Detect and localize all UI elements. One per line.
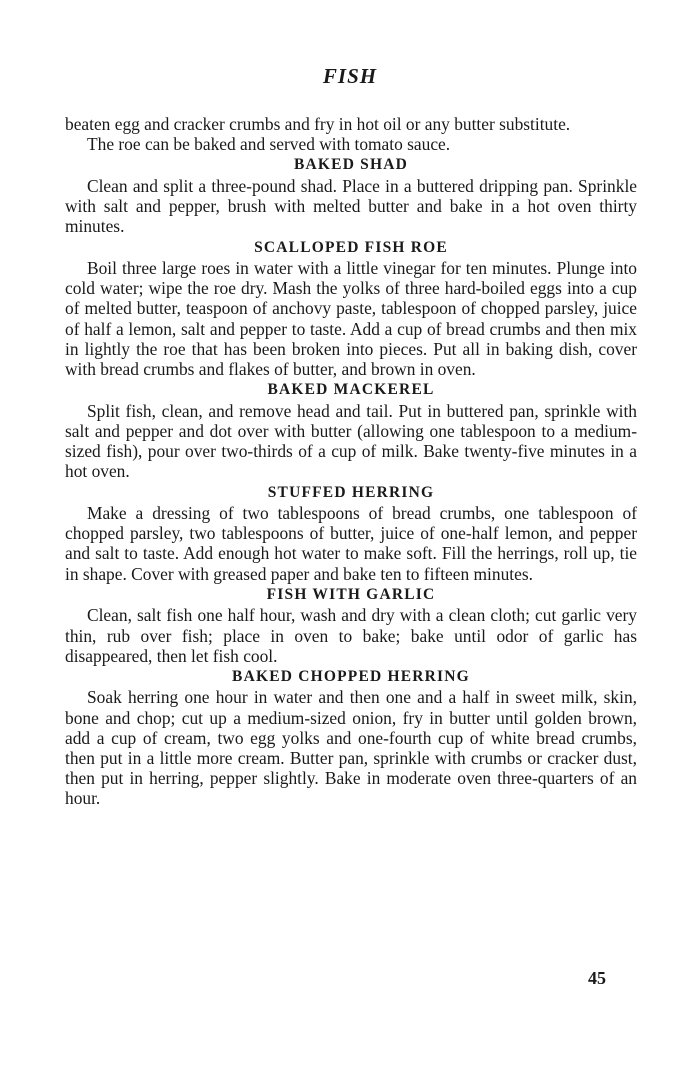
recipe-body: Make a dressing of two tablespoons of bread crumbs, one tablespoon of chopped parsley, two tablespoons of butter, juice of one-half lemon, and pepper and salt to taste. Add enough hot water to make soft. Fill the herrings, roll up, tie in shape. Cover with greased paper and bake ten to fifteen minutes.	[65, 503, 637, 584]
continued-paragraph: beaten egg and cracker crumbs and fry in hot oil or any butter substitute.	[65, 114, 571, 134]
recipe-body: Boil three large roes in water with a little vinegar for ten minutes. Plunge into cold water; wipe the roe dry. Mash the yolks of three hard-boiled eggs into a cup of melted butter, teaspoon of anchovy paste, tablespoon of chopped parsley, juice of half a lemon, salt and pepper to taste. Add a cup of bread crumbs and then mix in lightly the roe that has been broken into pieces. Put all in baking dish, cover with bread crumbs and flakes of butter, and brown in oven.	[65, 258, 637, 380]
recipe-stuffed-herring	[65, 483, 637, 584]
recipe-body: Split fish, clean, and remove head and tail. Put in buttered pan, sprinkle with salt and pepper and dot over with butter (allowing one tablespoon to a medium-sized fish), pour over two-thirds of a cup of milk. Bake twenty-five minutes in a hot oven.	[65, 400, 637, 482]
recipe-scalloped-fish-roe	[65, 238, 637, 380]
recipe-title: STUFFED HERRING	[267, 483, 435, 501]
recipe-title: BAKED SHAD	[293, 156, 409, 174]
recipe-fish-with-garlic	[65, 585, 637, 666]
recipe-title: BAKED CHOPPED HERRING	[232, 667, 470, 685]
page-number: 45	[588, 968, 606, 988]
recipe-baked-chopped-herring	[65, 667, 637, 809]
recipe-baked-shad	[65, 155, 637, 236]
running-head: FISH	[322, 64, 378, 88]
recipe-baked-mackerel	[65, 380, 637, 481]
recipe-body: Soak herring one hour in water and then one and a half in sweet milk, skin, bone and chop; cut up a medium-sized onion, fry in butter until golden brown, add a cup of cream, two egg yolks and one-fourth cup of white bread crumbs, then put in a little more cream. Butter pan, sprinkle with crumbs or cracker dust, then put in herring, pepper slightly. Bake in moderate oven three-quarters of an hour.	[65, 687, 637, 809]
recipe-body: Clean and split a three-pound shad. Place in a buttered dripping pan. Sprinkle with salt and pepper, brush with melted butter and bake in a hot oven thirty minutes.	[65, 175, 637, 237]
intro-paragraph: The roe can be baked and served with tomato sauce.	[87, 134, 451, 155]
recipe-title: FISH WITH GARLIC	[266, 585, 436, 603]
recipe-title: SCALLOPED FISH ROE	[254, 238, 448, 256]
recipe-title: BAKED MACKEREL	[267, 381, 435, 399]
page-text	[65, 114, 637, 809]
recipe-body: Clean, salt fish one half hour, wash and dry with a clean cloth; cut garlic very thin, rub over fish; place in oven to bake; bake until odor of garlic has disappeared, then let fish cool.	[65, 605, 637, 666]
